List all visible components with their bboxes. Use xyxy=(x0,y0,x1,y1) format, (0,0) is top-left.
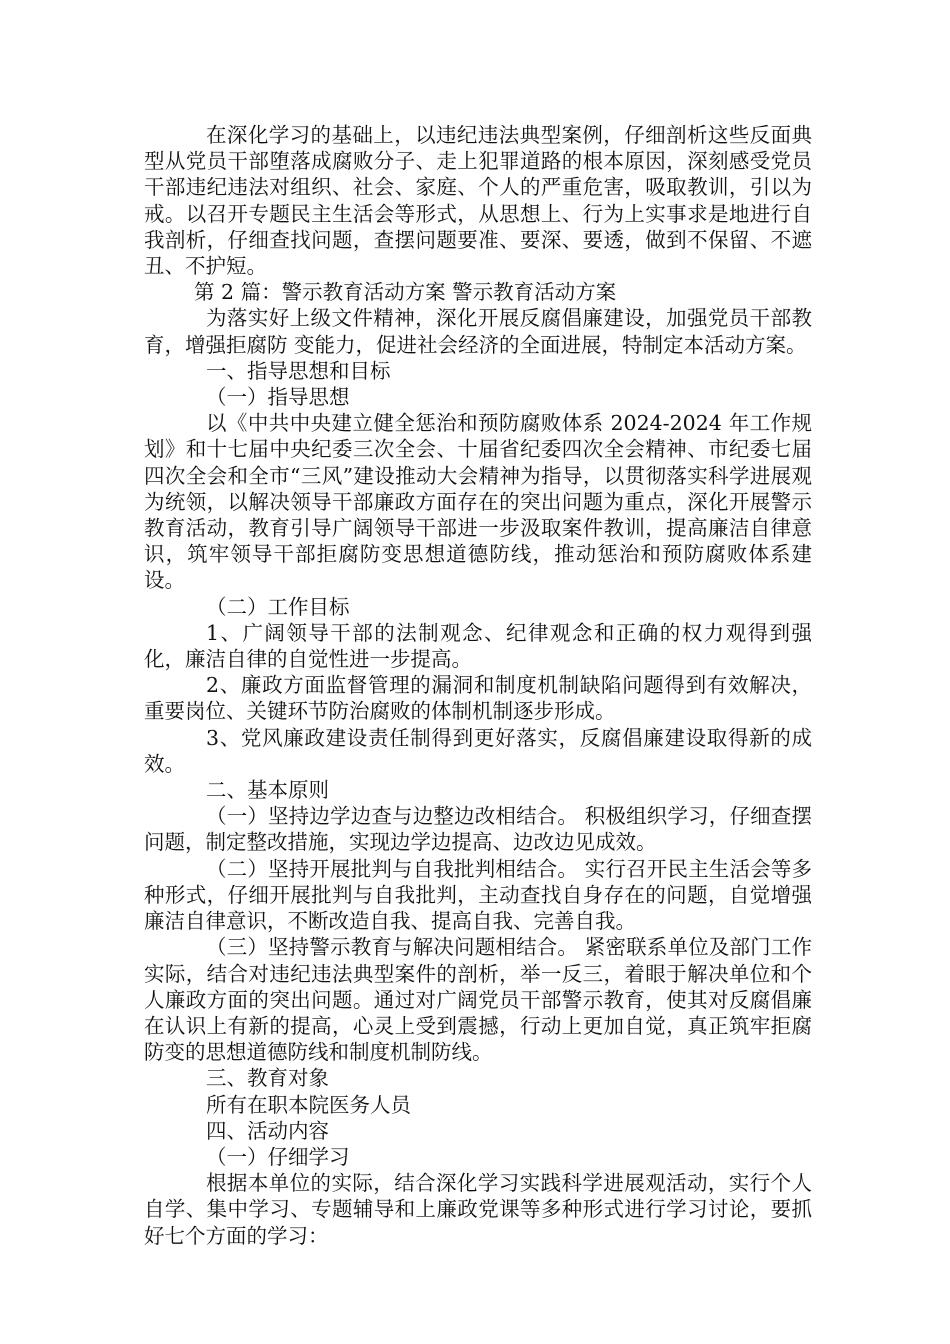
heading: 二、基本原则 xyxy=(206,778,329,803)
list-item: 1、广阔领导干部的法制观念、纪律观念和正确的权力观得到强化，廉洁自律的自觉性进一步提高。 xyxy=(144,620,812,672)
paragraph: 以《中共中央建立健全惩治和预防腐败体系 2024-2024 年工作规划》和十七届中央纪委三次全会、十届省纪委四次全会精神、市纪委七届四次全会和全市“三风”建设推动大会精神为指导，以贯彻落实科学进展观为统领，以解决领导干部廉政方面存在的突出问题为重点，深化开展警示教育活动，教育引导广阔领导干部进一步汲取案件教训，提高廉洁自律意识，筑牢领导干部拒腐防变思想道德防线，推动惩治和预防腐败体系建设。 xyxy=(144,411,812,593)
paragraph: 在深化学习的基础上，以违纪违法典型案例，仔细剖析这些反面典型从党员干部堕落成腐败分子、走上犯罪道路的根本原因，深刻感受党员干部违纪违法对组织、社会、家庭、个人的严重危害，吸取教训，引以为戒。以召开专题民主生活会等形式，从思想上、行为上实事求是地进行自我剖析，仔细查找问题，查摆问题要准、要深、要透，做到不保留、不遮丑、不护短。 xyxy=(144,123,812,279)
subheading: （二）工作目标 xyxy=(206,594,350,619)
heading: 一、指导思想和目标 xyxy=(206,358,391,383)
heading: 四、活动内容 xyxy=(206,1118,329,1143)
subheading: （一）仔细学习 xyxy=(206,1144,350,1169)
list-item: 3、党风廉政建设责任制得到更好落实，反腐倡廉建设取得新的成效。 xyxy=(144,725,812,776)
paragraph: （三）坚持警示教育与解决问题相结合。 紧密联系单位及部门工作实际，结合对违纪违法典型案件的剖析，举一反三，着眼于解决单位和个人廉政方面的突出问题。通过对广阔党员干部警示教育，使其对反腐倡廉在认识上有新的提高，心灵上受到震撼，行动上更加自觉，真正筑牢拒腐防变的思想道德防线和制度机制防线。 xyxy=(144,935,812,1065)
section-title: 第 2 篇：警示教育活动方案 警示教育活动方案 xyxy=(194,280,617,305)
document-body xyxy=(144,122,812,1249)
heading: 三、教育对象 xyxy=(206,1066,329,1091)
paragraph: （一）坚持边学边查与边整边改相结合。 积极组织学习，仔细查摆问题，制定整改措施，实现边学边提高、边改边见成效。 xyxy=(144,804,812,855)
subheading: （一）指导思想 xyxy=(206,385,350,410)
paragraph: （二）坚持开展批判与自我批判相结合。 实行召开民主生活会等多种形式，仔细开展批判与自我批判，主动查找自身存在的问题，自觉增强廉洁自律意识，不断改造自我、提高自我、完善自我。 xyxy=(144,856,812,934)
paragraph: 为落实好上级文件精神，深化开展反腐倡廉建设，加强党员干部教育，增强拒腐防 变能力，促进社会经济的全面进展，特制定本活动方案。 xyxy=(144,306,812,357)
paragraph: 所有在职本院医务人员 xyxy=(206,1092,411,1117)
list-item: 2、廉政方面监督管理的漏洞和制度机制缺陷问题得到有效解决，重要岗位、关键环节防治腐败的体制机制逐步形成。 xyxy=(144,673,812,724)
paragraph: 根据本单位的实际，结合深化学习实践科学进展观活动，实行个人自学、集中学习、专题辅导和上廉政党课等多种形式进行学习讨论，要抓好七个方面的学习： xyxy=(144,1171,812,1248)
